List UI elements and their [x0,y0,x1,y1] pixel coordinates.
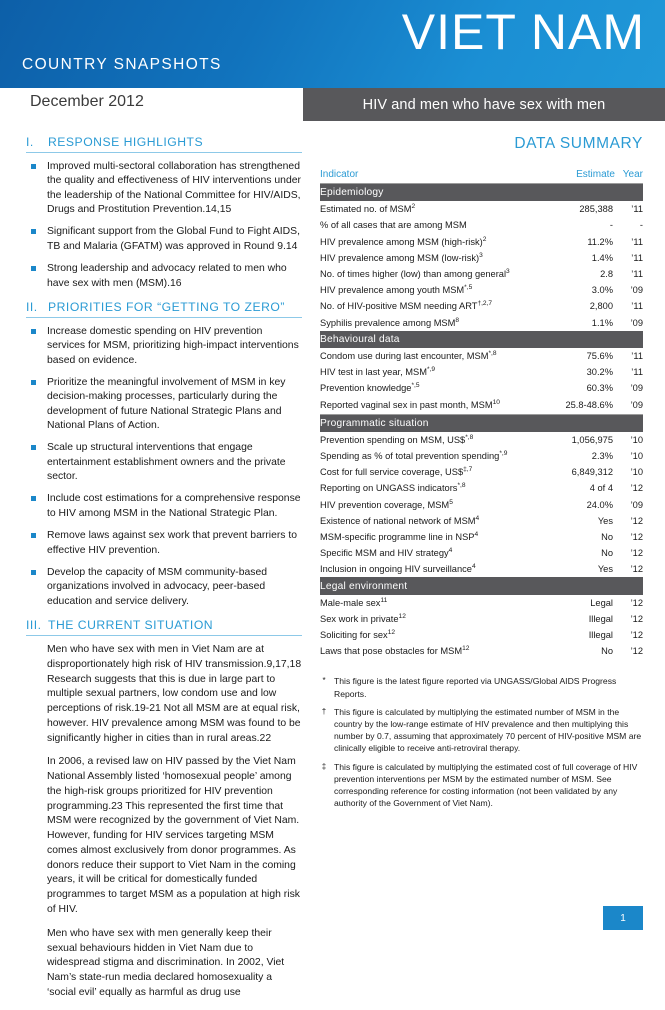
list-item [26,566,302,609]
priorities-list [26,325,302,609]
footnote-marker: * [322,676,326,686]
cell-year: ’11 [631,204,643,215]
cell-indicator: HIV prevalence among MSM (low-risk)$^3$ [320,251,483,263]
group-label: Legal environment [320,577,643,594]
cell-year: ’09 [630,285,643,296]
list-item [26,529,302,558]
bullet-text: Remove laws against sex work that prevent barriers to effective HIV prevention. [47,530,298,556]
group-band-legal-environment [320,577,643,594]
table-row [320,364,643,380]
cell-year: ’11 [631,236,643,247]
footnote-ref: 4 [471,563,476,571]
footnote-ref: *,8 [488,349,497,357]
cell-estimate: 11.2% [587,236,613,247]
cell-estimate: 1.1% [591,317,613,328]
section-heading-current-situation [26,618,302,636]
table-row [320,529,643,545]
cell-indicator: HIV prevention coverage, MSM$^5$ [320,498,453,510]
bullet-text: Include cost estimations for a comprehensive response to HIV among MSM in the National Strategic Plan. [47,493,301,519]
footnote-text: This figure is the latest figure reported via UNGASS/Global AIDS Progress Reports. [334,676,617,699]
cell-estimate: Yes [597,515,613,526]
table-row [320,315,643,331]
topic-banner: HIV and men who have sex with men [303,88,665,121]
cell-year: ’10 [630,434,643,445]
page-body [0,121,665,1010]
cell-year: ’10 [630,451,643,461]
footnote-ref: ‡,7 [463,466,473,474]
cell-year: ’11 [631,269,643,280]
cell-indicator: Sex work in private$^{12}$ [320,612,406,624]
section-title: THE CURRENT SITUATION [48,617,214,632]
cell-estimate: 285,388 [579,204,613,215]
group-band-programmatic-situation [320,414,643,432]
cell-indicator: Reporting on UNGASS indicators$^{*,8}$ [320,482,466,494]
cell-estimate: No [601,548,613,559]
table-row [320,448,643,464]
bullet-text: Scale up structural interventions that engage entertainment establishment owners and the private sector. [47,442,286,483]
footnote-ref: †,2,7 [477,300,493,308]
body-paragraph: Men who have sex with men in Viet Nam are at disproportionately high risk of HIV transmission.9,17,18 Research suggests that this is due in large part to multiple sexual partners, low condom use and low perceptions of risk.19-21 Not all MSM are at equal risk, however. HIV prevalence among MSM was found to be significantly higher in cities than in rural areas.22 [47,643,302,744]
table-row [320,396,643,414]
section-number: I. [26,135,34,149]
section-number: II. [26,299,38,314]
cell-indicator: HIV test in last year, $MSM^{*,9}$ [320,366,436,378]
cell-year: ’12 [630,564,643,575]
table-row [320,643,643,659]
footnote-ref: 12 [387,628,396,636]
cell-indicator: HIV prevalence among MSM (high-risk)$^2$ [320,235,487,247]
cell-estimate: 1.4% [591,252,613,263]
left-column [0,135,312,1010]
list-item [26,160,302,217]
cell-indicator: HIV prevalence among youth $MSM^{*,5}$ [320,284,473,296]
cell-estimate: 4 of 4 [589,483,613,494]
right-column [312,135,665,1010]
response-highlights-list [26,160,302,291]
footnote-ref: 2 [482,235,487,243]
table-row [320,496,643,512]
cell-indicator: Condom use during last encounter, $MSM^{*,8}$ [320,349,497,361]
cell-estimate: 30.2% [586,367,613,378]
table-row [320,611,643,627]
column-header-estimate: Estimate [553,169,615,184]
footnote-text: This figure is calculated by multiplying the estimated cost of full coverage of HIV prevention interventions per MSM by the estimated number of MSM. See corresponding reference for costing information (not been validated by any authority of the Government of Viet Nam). [334,761,638,809]
bullet-text: Strong leadership and advocacy related to men who have sex with men (MSM).16 [47,263,287,289]
footnote-ref: *,8 [465,433,474,441]
footnote-ref: 3 [506,267,510,275]
cell-estimate: 2.3% [591,451,613,461]
cell-estimate: 6,849,312 [571,467,613,478]
cell-year: ’11 [631,367,643,378]
table-row [320,250,643,266]
group-label: Behavioural data [320,331,643,348]
cell-estimate: No [601,646,613,657]
footnote-ref: 12 [462,645,470,653]
cell-indicator: Syphilis prevalence among MSM$^8$ [320,316,460,328]
cell-estimate: Illegal [588,630,613,641]
cell-year: ’12 [630,515,643,526]
cell-year: ’09 [630,383,643,394]
footnote-ref: 4 [475,514,480,522]
section-title: RESPONSE HIGHLIGHTS [48,135,204,149]
body-paragraph: Men who have sex with men generally keep their sexual behaviours hidden in Viet Nam due to widespread stigma and discrimination. In 2002, Viet Nam’s state-run media declared homosexuality a ‘social evil’ equally as harmful as drug use [47,927,285,998]
section-heading-response-highlights [26,135,302,153]
cell-estimate: 2.8 [600,269,613,280]
footnote-ref: 5 [449,498,453,506]
cell-year: ’11 [631,252,643,263]
footnote-text: This figure is calculated by multiplying the estimated number of MSM in the country by the low-range estimate of HIV prevalence and then multiplying this number by 0.7, assuming that approximately 70 percent of HIV-positive MSM are clinically eligible to receive anti-retroviral therapy. [334,706,642,754]
section-title: PRIORITIES FOR “GETTING TO ZERO” [48,299,285,314]
table-row [320,432,643,448]
footnotes-block [320,675,643,809]
bullet-text: Increase domestic spending on HIV prevention services for MSM, prioritizing high-impact interventions based on evidence. [47,325,299,366]
cell-indicator: Reported vaginal sex in past month, MSM$^{10}$ [320,396,553,414]
footnote-marker: † [321,706,327,716]
column-header-year: Year [615,169,643,184]
cell-year: ’12 [630,548,643,559]
cell-estimate: 2,800 [589,301,613,312]
cell-estimate: 3.0% [591,285,613,296]
footnote-ref: 12 [398,612,406,620]
table-row [320,282,643,298]
cell-year: ’09 [630,499,643,510]
cell-year: ’10 [630,467,643,478]
cell-indicator: No. of HIV-positive MSM needing $ART^{\dagger,2,7}$ [320,300,493,312]
cell-indicator: Spending as % of total prevention spending$^{*,9}$ [320,449,508,461]
table-row [320,627,643,643]
cell-estimate: 1,056,975 [571,434,613,445]
footnote [320,706,643,755]
list-item [26,225,302,254]
table-row [320,298,643,314]
cell-year: - [639,220,643,231]
footnote-ref: 3 [479,251,483,259]
cell-year: ’12 [630,613,643,624]
list-item [26,325,302,368]
footnote-ref: 4 [474,530,479,538]
cell-estimate: 24.0% [586,499,613,510]
cell-estimate: Yes [597,564,613,575]
cell-indicator: Laws that pose obstacles for MSM$^{12}$ [320,645,470,657]
cell-year: ’12 [630,531,643,542]
cell-year: ’09 [630,317,643,328]
cell-indicator: Estimated no. of MSM$^2$ [320,203,416,215]
section-heading-priorities [26,300,302,318]
cell-estimate: Illegal [588,613,613,624]
cell-year: ’11 [631,350,643,361]
group-label: Epidemiology [320,184,643,202]
list-item [26,441,302,484]
footnote [320,761,643,810]
footnote-ref: *,5 [464,284,473,292]
footnote-ref: 11 [380,596,388,604]
bullet-text: Improved multi-sectoral collaboration has strengthened the quality and effectiveness of HIV interventions under the leadership of the National Committee for HIV/AIDS, Drugs and Prostitution Prevention.14,15 [47,161,301,216]
cell-estimate: 60.3% [586,383,613,394]
cell-indicator: Male-male sex$^{11}$ [320,596,388,608]
footnote-ref: 8 [455,316,460,324]
cell-year: ’12 [630,483,643,494]
bullet-text: Significant support from the Global Fund to Fight AIDS, TB and Malaria (GFATM) was approved in Round 9.14 [47,226,300,252]
table-row [320,348,643,364]
footnote-marker: ‡ [321,761,327,771]
group-band-behavioural-data [320,331,643,348]
table-row [320,513,643,529]
table-header-row [320,169,643,184]
page-masthead [0,0,665,88]
table-row [320,464,643,480]
cell-year: ’09 [615,396,643,414]
data-summary-title: DATA SUMMARY [514,135,643,152]
list-item [26,262,302,291]
cell-year: ’11 [631,301,643,312]
table-row [320,380,643,396]
table-row [320,561,643,577]
cell-indicator: No. of times higher (low) than among general$^3$ [320,267,510,280]
data-summary-table [320,169,643,659]
series-label: COUNTRY SNAPSHOTS [22,56,222,73]
cell-indicator: Inclusion in ongoing HIV surveillance$^4$ [320,563,476,575]
cell-indicator: Specific MSM and HIV strategy$^4$ [320,547,453,559]
table-row [320,266,643,282]
cell-estimate: 75.6% [586,350,613,361]
cell-indicator: % of all cases that are among MSM [320,220,467,231]
cell-estimate: Legal [590,597,613,608]
table-row [320,595,643,611]
footnote-ref: *,5 [411,382,420,390]
table-row [320,545,643,561]
bullet-text: Prioritize the meaningful involvement of MSM in key decision-making processes, particularly during the development of future National Strategic Plans and National Plans of Action. [47,376,286,432]
group-label: Programmatic situation [320,414,643,432]
cell-estimate: 25.8-48.6% [553,396,615,414]
country-title: VIET NAM [401,4,645,60]
group-band-epidemiology [320,184,643,202]
footnote-ref: *,9 [426,366,436,374]
cell-indicator: Soliciting for sex$^{12}$ [320,628,396,641]
cell-estimate: No [601,531,613,542]
data-summary-body [320,184,643,660]
list-item [26,376,302,433]
cell-year: ’12 [630,597,643,608]
section-number: III. [26,617,42,632]
column-header-indicator: Indicator [320,169,553,184]
cell-indicator: Existence of national network of MSM$^4$ [320,514,480,526]
footnote-ref: *,8 [457,482,466,490]
cell-indicator: Prevention knowledge$^{*,5}$ [320,382,420,394]
footnote-ref: 2 [411,203,416,211]
cell-estimate: - [609,220,613,231]
footnote [320,675,643,699]
subheader-bar [0,88,665,121]
bullet-text: Develop the capacity of MSM community-based organizations involved in advocacy, peer-based education and service delivery. [47,566,268,607]
cell-indicator: Cost for full service coverage, US\$$^{\ddagger,7}$ [320,466,473,478]
table-row [320,234,643,250]
footnote-ref: 4 [448,547,453,555]
page-number: 1 [603,906,643,930]
footnote-ref: *,9 [499,449,508,457]
footnote-ref: 10 [492,398,500,406]
table-row [320,480,643,496]
cell-year: ’12 [630,646,643,657]
cell-indicator: Prevention spending on MSM, US\$$^{*,8}$ [320,433,474,445]
list-item [26,492,302,521]
cell-year: ’12 [630,630,643,641]
table-row [320,217,643,233]
body-paragraph: In 2006, a revised law on HIV passed by the Viet Nam National Assembly listed ‘homosexual people’ among the high-risk groups prioritized for HIV prevention programming.23 This represented the first time that MSM were recognized by the government of Viet Nam. However, funding for HIV services targeting MSM comes almost exclusively from donor programmes. As donors reduce their support to Viet Nam in the coming years, it will be critical for domestically funded programmes to target MSM as a population at high risk of HIV. [47,756,300,915]
table-row [320,201,643,217]
publication-date: December 2012 [30,93,144,110]
cell-indicator: MSM-specific programme line in NSP$^4$ [320,530,479,542]
